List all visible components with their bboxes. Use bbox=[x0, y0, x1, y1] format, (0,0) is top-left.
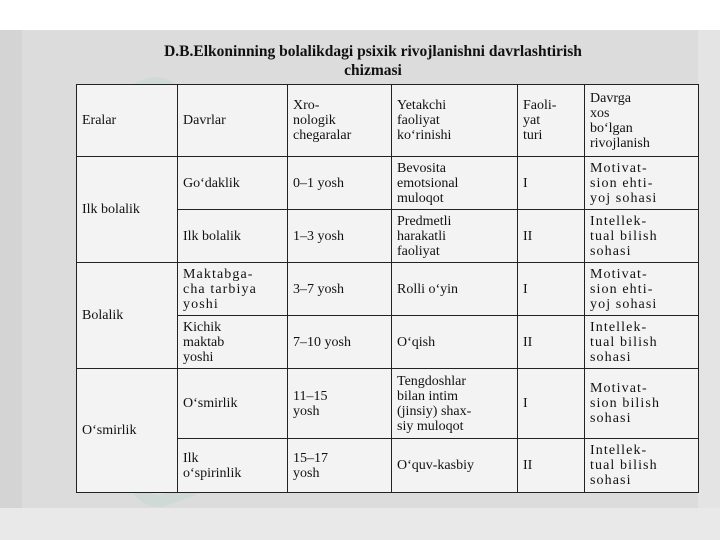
period-cell: Maktabga- cha tarbiya yoshi bbox=[178, 263, 288, 316]
header-eralar: Eralar bbox=[77, 85, 178, 157]
leading-activity-cell: Bevosita emotsional muloqot bbox=[392, 157, 518, 210]
period-cell: Ilk o‘spirinlik bbox=[178, 439, 288, 493]
leading-activity-cell: Tengdoshlar bilan intim (jinsiy) shax- siy muloqot bbox=[392, 369, 518, 439]
activity-type-cell: I bbox=[518, 369, 585, 439]
activity-type-cell: I bbox=[518, 157, 585, 210]
age-range-cell: 3–7 yosh bbox=[288, 263, 392, 316]
header-xronologik: Xro- nologik chegaralar bbox=[288, 85, 392, 157]
right-edge bbox=[698, 30, 720, 508]
era-cell: Ilk bolalik bbox=[77, 157, 178, 263]
age-range-cell: 7–10 yosh bbox=[288, 316, 392, 369]
left-edge bbox=[0, 30, 22, 508]
period-cell: Ilk bolalik bbox=[178, 210, 288, 263]
header-davrga-xos: Davrga xos bo‘lgan rivojlanish bbox=[585, 85, 699, 157]
development-area-cell: Intellek- tual bilish sohasi bbox=[585, 439, 699, 493]
leading-activity-cell: O‘quv-kasbiy bbox=[392, 439, 518, 493]
header-faoliyat-turi: Faoli- yat turi bbox=[518, 85, 585, 157]
period-cell: O‘smirlik bbox=[178, 369, 288, 439]
age-range-cell: 1–3 yosh bbox=[288, 210, 392, 263]
era-cell: Bolalik bbox=[77, 263, 178, 369]
header-yetakchi: Yetakchi faoliyat ko‘rinishi bbox=[392, 85, 518, 157]
title-line-1: D.B.Elkoninning bolalikdagi psixik rivojlanishni davrlashtirish bbox=[164, 43, 582, 60]
development-area-cell: Motivat- sion ehti- yoj sohasi bbox=[585, 263, 699, 316]
period-cell: Kichik maktab yoshi bbox=[178, 316, 288, 369]
development-area-cell: Motivat- sion bilish sohasi bbox=[585, 369, 699, 439]
table-row bbox=[77, 263, 699, 316]
activity-type-cell: II bbox=[518, 210, 585, 263]
development-area-cell: Intellek- tual bilish sohasi bbox=[585, 316, 699, 369]
periodization-table bbox=[76, 84, 699, 493]
age-range-cell: 11–15 yosh bbox=[288, 369, 392, 439]
table-row bbox=[77, 157, 699, 210]
era-cell: O‘smirlik bbox=[77, 369, 178, 493]
document-title bbox=[60, 42, 686, 80]
header-davrlar: Davrlar bbox=[178, 85, 288, 157]
period-cell: Go‘daklik bbox=[178, 157, 288, 210]
development-area-cell: Intellek- tual bilish sohasi bbox=[585, 210, 699, 263]
activity-type-cell: II bbox=[518, 316, 585, 369]
development-area-cell: Motivat- sion ehti- yoj sohasi bbox=[585, 157, 699, 210]
leading-activity-cell: Predmetli harakatli faoliyat bbox=[392, 210, 518, 263]
age-range-cell: 15–17 yosh bbox=[288, 439, 392, 493]
title-line-2: chizmasi bbox=[344, 62, 402, 79]
leading-activity-cell: Rolli o‘yin bbox=[392, 263, 518, 316]
activity-type-cell: I bbox=[518, 263, 585, 316]
table-row bbox=[77, 369, 699, 439]
activity-type-cell: II bbox=[518, 439, 585, 493]
table-header-row bbox=[77, 85, 699, 157]
bottom-margin bbox=[0, 508, 720, 540]
top-margin bbox=[0, 0, 720, 30]
age-range-cell: 0–1 yosh bbox=[288, 157, 392, 210]
leading-activity-cell: O‘qish bbox=[392, 316, 518, 369]
